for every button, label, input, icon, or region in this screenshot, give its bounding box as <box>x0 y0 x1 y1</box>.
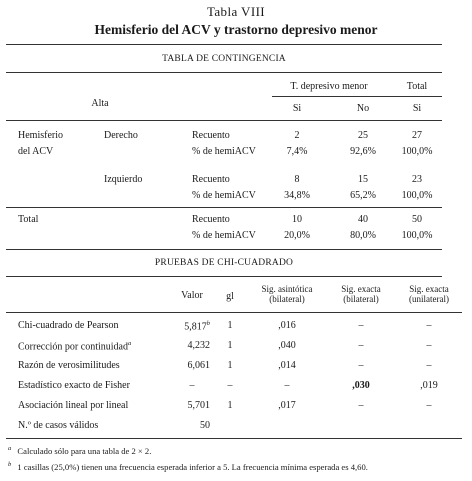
chi-gl: 1 <box>227 320 233 331</box>
chi-exu: ,019 <box>420 380 438 391</box>
chi-h-exu <box>396 284 462 304</box>
row-label: Total <box>18 214 39 225</box>
row-group-label-2: del ACV <box>18 146 54 157</box>
footnote-mark: a <box>127 340 132 347</box>
chi-heading: PRUEBAS DE CHI-CUADRADO <box>154 258 294 268</box>
chi-h-asint <box>246 284 328 304</box>
chi-row-label: Razón de verosimilitudes <box>18 360 120 371</box>
col-header-depresivo: T. depresivo menor <box>290 81 368 92</box>
chi-valor-number: 5,817 <box>184 321 207 333</box>
chi-row-label: Chi-cuadrado de Pearson <box>18 320 119 331</box>
chi-exu: – <box>426 360 432 371</box>
table-number-text: Tabla VIII <box>206 4 266 19</box>
rule-contingency-bottom <box>6 249 442 250</box>
chi-valor: 6,061 <box>187 360 210 371</box>
chi-asint: ,014 <box>278 360 296 371</box>
chi-h-asint-line2: (bilateral) <box>269 294 305 304</box>
chi-row-label: Estadístico exacto de Fisher <box>18 380 130 391</box>
chi-exu: – <box>426 400 432 411</box>
table-number <box>0 4 472 20</box>
chi-exu: – <box>426 340 432 351</box>
chi-asint: ,016 <box>278 320 296 331</box>
chi-valor: 50 <box>200 420 210 431</box>
cell-tot-n: 27 <box>412 130 422 141</box>
chi-asint: ,017 <box>278 400 296 411</box>
chi-h-gl: gl <box>226 291 234 302</box>
chi-row-label <box>18 340 131 352</box>
chi-gl: 1 <box>227 400 233 411</box>
chi-row-label-text: Corrección por continuidad <box>18 341 128 353</box>
footnote-a <box>8 445 151 456</box>
row-group-label-1: Hemisferio <box>18 130 63 141</box>
chi-h-exb-line1: Sig. exacta <box>341 284 381 294</box>
rule-body-top <box>6 120 442 121</box>
pct-label: % de hemiACV <box>192 146 256 157</box>
row-label: Derecho <box>104 130 138 141</box>
recuento-label: Recuento <box>192 174 230 185</box>
row-label: Izquierdo <box>104 174 143 185</box>
chi-h-valor: Valor <box>181 290 203 301</box>
cell-no-n: 15 <box>358 174 368 185</box>
rule-chi-header-top <box>6 276 442 277</box>
chi-row-label: N.º de casos válidos <box>18 420 99 431</box>
cell-no-p: 80,0% <box>350 230 376 241</box>
chi-exb: ,030 <box>352 380 370 391</box>
cell-si-n: 8 <box>294 174 300 185</box>
chi-asint: – <box>284 380 290 391</box>
cell-tot-p: 100,0% <box>401 146 433 157</box>
chi-valor <box>166 320 210 332</box>
chi-row-label: Asociación lineal por lineal <box>18 400 129 411</box>
cell-no-n: 25 <box>358 130 368 141</box>
col-header-total: Total <box>406 81 428 92</box>
chi-h-exu-line1: Sig. exacta <box>409 284 449 294</box>
cell-no-p: 92,6% <box>350 146 376 157</box>
cell-si-n: 2 <box>294 130 300 141</box>
footnote-mark: a <box>8 445 12 452</box>
chi-valor: – <box>189 380 195 391</box>
cell-tot-n: 23 <box>412 174 422 185</box>
footnote-mark: b <box>206 320 210 327</box>
contingency-heading: TABLA DE CONTINGENCIA <box>162 54 286 64</box>
chi-h-exb-line2: (bilateral) <box>343 294 379 304</box>
footnote-b <box>8 461 368 472</box>
table-title: Hemisferio del ACV y trastorno depresivo menor <box>94 22 378 37</box>
chi-valor: 4,232 <box>187 340 210 351</box>
chi-exu: – <box>426 320 432 331</box>
cell-tot-p: 100,0% <box>401 230 433 241</box>
chi-asint: ,040 <box>278 340 296 351</box>
cell-no-p: 65,2% <box>350 190 376 201</box>
footnote-mark: b <box>8 461 12 468</box>
cell-si-p: 20,0% <box>284 230 310 241</box>
cell-tot-n: 50 <box>412 214 422 225</box>
rule-chi-bottom <box>6 438 462 439</box>
cell-si-n: 10 <box>292 214 302 225</box>
col-total-si: Si <box>412 103 422 114</box>
chi-exb: – <box>358 360 364 371</box>
recuento-label: Recuento <box>192 214 230 225</box>
chi-h-asint-line1: Sig. asintótica <box>261 284 313 294</box>
pct-label: % de hemiACV <box>192 230 256 241</box>
rule-contingency-header <box>6 72 442 73</box>
rule-top <box>6 44 442 45</box>
chi-exb: – <box>358 400 364 411</box>
cell-si-p: 7,4% <box>286 146 308 157</box>
chi-h-exu-line2: (unilateral) <box>409 294 449 304</box>
chi-gl: – <box>227 380 233 391</box>
chi-h-exb <box>326 284 396 304</box>
chi-exb: – <box>358 340 364 351</box>
cell-tot-p: 100,0% <box>401 190 433 201</box>
recuento-label: Recuento <box>192 130 230 141</box>
col-si: Si <box>292 103 302 114</box>
rule-chi-body-top <box>6 312 462 313</box>
pct-label: % de hemiACV <box>192 190 256 201</box>
chi-valor: 5,701 <box>187 400 210 411</box>
footnote-a-text: Calculado sólo para una tabla de 2 × 2. <box>17 445 152 456</box>
rule-total-top <box>6 207 442 208</box>
cell-si-p: 34,8% <box>284 190 310 201</box>
chi-gl: 1 <box>227 360 233 371</box>
col-no: No <box>356 103 370 114</box>
rule-subheader <box>272 96 442 97</box>
cell-no-n: 40 <box>358 214 368 225</box>
footnote-b-text: 1 casillas (25,0%) tienen una frecuencia esperada inferior a 5. La frecuencia mínima esperada es 4,60. <box>17 461 368 472</box>
col-group-label: Alta <box>91 98 109 109</box>
chi-exb: – <box>358 320 364 331</box>
chi-gl: 1 <box>227 340 233 351</box>
